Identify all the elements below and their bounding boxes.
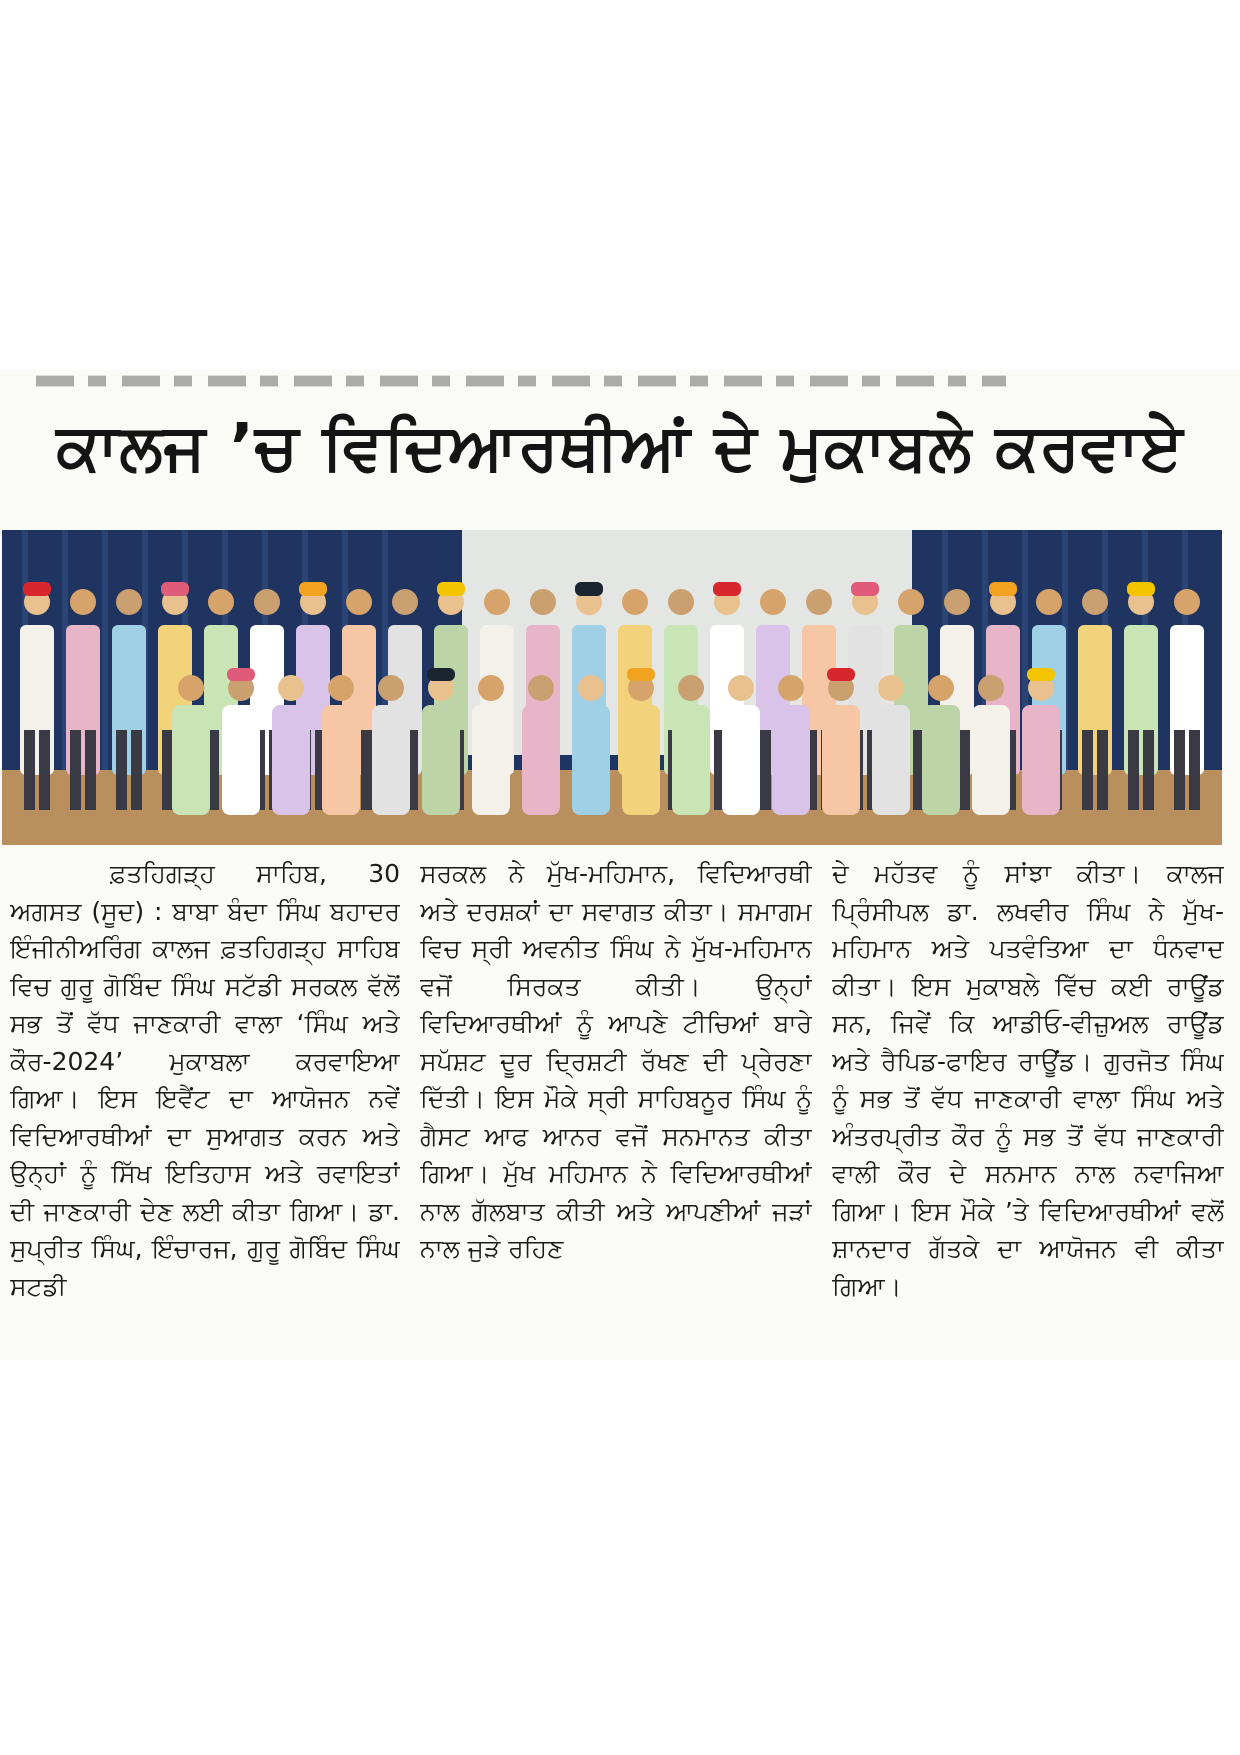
group-photo bbox=[2, 530, 1222, 845]
group-photo-image bbox=[2, 530, 1222, 845]
headline: ਕਾਲਜ ’ਚ ਵਿਦਿਆਰਥੀਆਂ ਦੇ ਮੁਕਾਬਲੇ ਕਰਵਾਏ bbox=[56, 411, 1184, 485]
article-column-2: ਸਰਕਲ ਨੇ ਮੁੱਖ-ਮਹਿਮਾਨ, ਵਿਦਿਆਰਥੀ ਅਤੇ ਦਰਸ਼ਕਾਂ ਦਾ ਸਵਾਗਤ ਕੀਤਾ। ਸਮਾਗਮ ਵਿਚ ਸ੍ਰੀ ਅਵਨੀਤ ਸਿੰਘ ਨੇ ਮੁੱਖ-ਮਹਿਮਾਨ ਵਜੋਂ ਸਿਰਕਤ ਕੀਤੀ। ਉਨ੍ਹਾਂ ਵਿਦਿਆਰਥੀਆਂ ਨੂੰ ਆਪਣੇ ਟੀਚਿਆਂ ਬਾਰੇ ਸਪੱਸ਼ਟ ਦੂਰ ਦ੍ਰਿਸ਼ਟੀ ਰੱਖਣ ਦੀ ਪ੍ਰੇਰਣਾ ਦਿੱਤੀ। ਇਸ ਮੌਕੇ ਸ੍ਰੀ ਸਾਹਿਬਨੂਰ ਸਿੰਘ ਨੂੰ ਗੈਸਟ ਆਫ ਆਨਰ ਵਜੋਂ ਸਨਮਾਨਤ ਕੀਤਾ ਗਿਆ। ਮੁੱਖ ਮਹਿਮਾਨ ਨੇ ਵਿਦਿਆਰਥੀਆਂ ਨਾਲ ਗੱਲਬਾਤ ਕੀਤੀ ਅਤੇ ਆਪਣੀਆਂ ਜੜਾਂ ਨਾਲ ਜੁੜੇ ਰਹਿਣ bbox=[420, 859, 812, 1263]
article-column-3: ਦੇ ਮਹੱਤਵ ਨੂੰ ਸਾਂਝਾ ਕੀਤਾ। ਕਾਲਜ ਪ੍ਰਿੰਸੀਪਲ ਡਾ. ਲਖਵੀਰ ਸਿੰਘ ਨੇ ਮੁੱਖ-ਮਹਿਮਾਨ ਅਤੇ ਪਤਵੰਤਿਆ ਦਾ ਧੰਨਵਾਦ ਕੀਤਾ। ਇਸ ਮੁਕਾਬਲੇ ਵਿੱਚ ਕਈ ਰਾਊਂਡ ਸਨ, ਜਿਵੇਂ ਕਿ ਆਡੀਓ-ਵੀਜ਼ੁਅਲ ਰਾਊਂਡ ਅਤੇ ਰੈਪਿਡ-ਫਾਇਰ ਰਾਊਂਡ। ਗੁਰਜੋਤ ਸਿੰਘ ਨੂੰ ਸਭ ਤੋਂ ਵੱਧ ਜਾਣਕਾਰੀ ਵਾਲਾ ਸਿੰਘ ਅਤੇ ਅੰਤਰਪ੍ਰੀਤ ਕੌਰ ਨੂੰ ਸਭ ਤੋਂ ਵੱਧ ਜਾਣਕਾਰੀ ਵਾਲੀ ਕੌਰ ਦੇ ਸਨਮਾਨ ਨਾਲ ਨਵਾਜਿਆ ਗਿਆ। ਇਸ ਮੌਕੇ ’ਤੇ ਵਿਦਿਆਰਥੀਆਂ ਵਲੋਂ ਸ਼ਾਨਦਾਰ ਗੱਤਕੇ ਦਾ ਆਯੋਜਨ ਵੀ ਕੀਤਾ ਗਿਆ। bbox=[832, 859, 1224, 1301]
dateline: ਫ਼ਤਹਿਗੜ੍ਹ ਸਾਹਿਬ, 30 ਅਗਸਤ (ਸੂਦ) : bbox=[10, 859, 400, 926]
article-column-1 bbox=[10, 855, 400, 1340]
column-1-text: ਬਾਬਾ ਬੰਦਾ ਸਿੰਘ ਬਹਾਦਰ ਇੰਜੀਨੀਅਰਿੰਗ ਕਾਲਜ ਫ਼ਤਹਿਗੜ੍ਹ ਸਾਹਿਬ ਵਿਚ ਗੁਰੂ ਗੋਬਿੰਦ ਸਿੰਘ ਸਟੱਡੀ ਸਰਕਲ ਵੱਲੋਂ ਸਭ ਤੋਂ ਵੱਧ ਜਾਣਕਾਰੀ ਵਾਲਾ ‘ਸਿੰਘ ਅਤੇ ਕੌਰ-2024’ ਮੁਕਾਬਲਾ ਕਰਵਾਇਆ ਗਿਆ। ਇਸ ਇਵੈਂਟ ਦਾ ਆਯੋਜਨ ਨਵੇਂ ਵਿਦਿਆਰਥੀਆਂ ਦਾ ਸੁਆਗਤ ਕਰਨ ਅਤੇ ਉਨ੍ਹਾਂ ਨੂੰ ਸਿੱਖ ਇਤਿਹਾਸ ਅਤੇ ਰਵਾਇਤਾਂ ਦੀ ਜਾਣਕਾਰੀ ਦੇਣ ਲਈ ਕੀਤਾ ਗਿਆ। ਡਾ. ਸੁਪ੍ਰੀਤ ਸਿੰਘ, ਇੰਚਾਰਜ, ਗੁਰੂ ਗੋਬਿੰਦ ਸਿੰਘ ਸਟਡੀ bbox=[10, 896, 400, 1301]
article-body bbox=[10, 855, 1222, 1355]
